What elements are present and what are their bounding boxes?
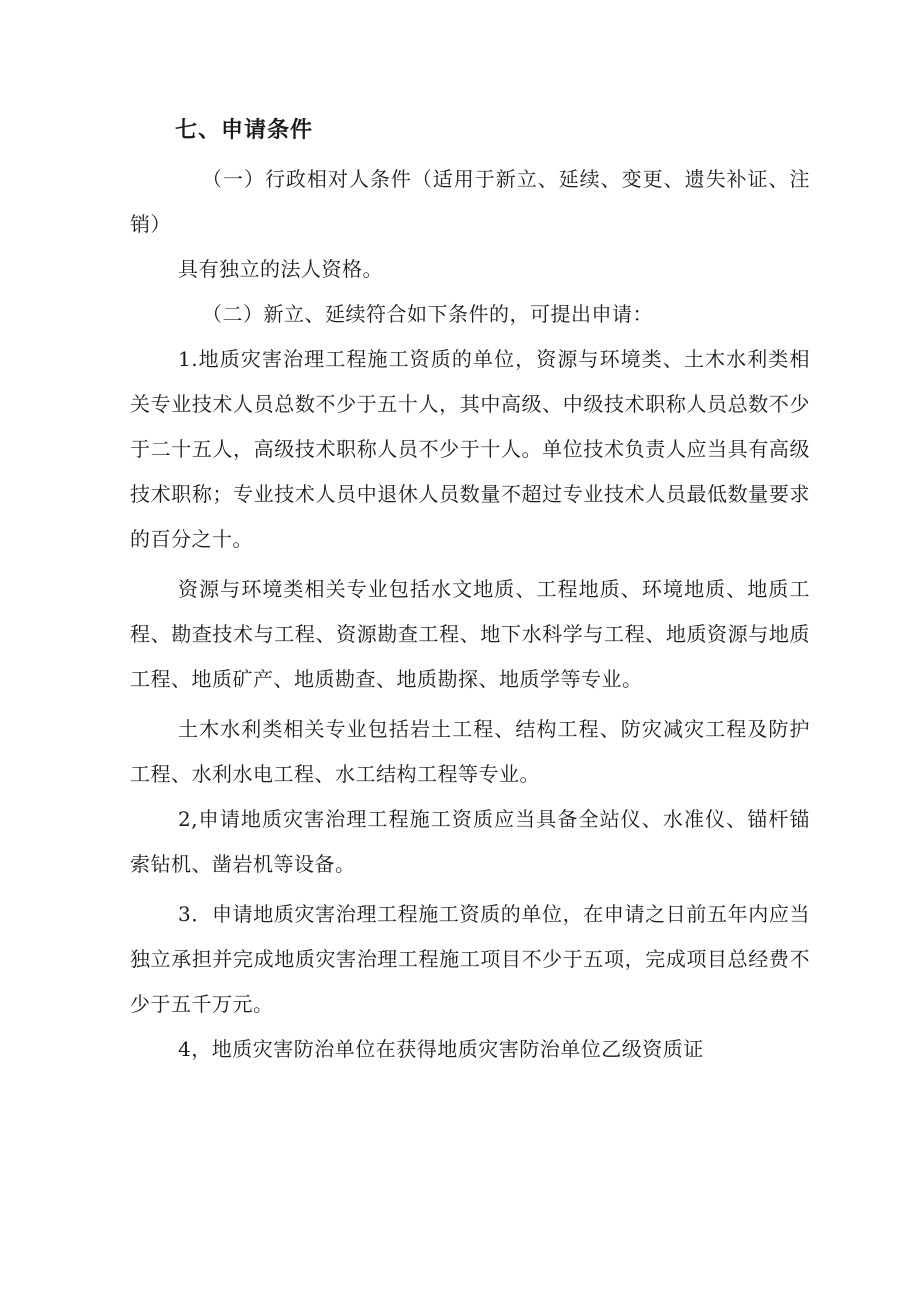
paragraph-applicant-conditions: （一）行政相对人条件（适用于新立、延续、变更、遗失补证、注销） <box>130 167 810 236</box>
paragraph-new-renewal-conditions: （二）新立、延续符合如下条件的，可提出申请： <box>202 302 653 326</box>
paragraph-legal-person: 具有独立的法人资格。 <box>178 257 383 281</box>
paragraph-resource-environment-majors: 资源与环境类相关专业包括水文地质、工程地质、环境地质、地质工程、勘查技术与工程、资源勘查工程、地下水科学与工程、地质资源与地质工程、地质矿产、地质勘查、地质勘探、地质学等专业。 <box>130 577 810 691</box>
paragraph-item-3-projects: 3．申请地质灾害治理工程施工资质的单位，在申请之日前五年内应当独立承担并完成地质灾害治理工程施工项目不少于五项，完成项目总经费不少于五千万元。 <box>130 902 810 1016</box>
document-body <box>130 157 810 1072</box>
section-heading: 七、申请条件 <box>175 118 314 143</box>
paragraph-civil-water-majors: 土木水利类相关专业包括岩土工程、结构工程、防灾减灾工程及防护工程、水利水电工程、水工结构工程等专业。 <box>130 717 810 786</box>
paragraph-item-4-certificate: 4，地质灾害防治单位在获得地质灾害防治单位乙级资质证 <box>178 1037 704 1061</box>
paragraph-item-1-staff: 1.地质灾害治理工程施工资质的单位，资源与环境类、土木水利类相关专业技术人员总数不少于五十人，其中高级、中级技术职称人员总数不少于二十五人，高级技术职称人员不少于十人。单位技术负责人应当具有高级技术职称；专业技术人员中退休人员数量不超过专业技术人员最低数量要求的百分之十。 <box>130 347 810 551</box>
paragraph-item-2-equipment: 2,申请地质灾害治理工程施工资质应当具备全站仪、水准仪、锚杆锚索钻机、凿岩机等设备。 <box>130 807 810 876</box>
